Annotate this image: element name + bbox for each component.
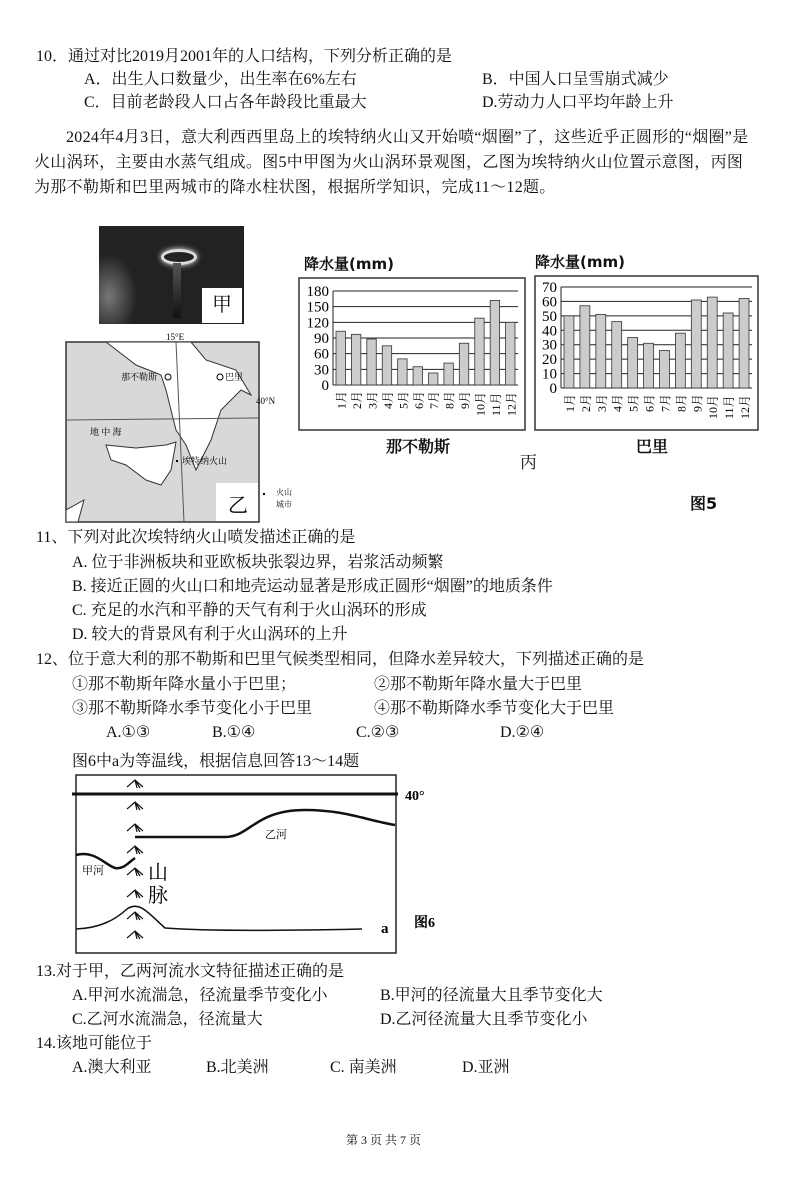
- lat-label: 40°N: [256, 396, 276, 406]
- q11-option-d: D. 较大的背景风有利于火山涡环的上升: [72, 626, 348, 643]
- bar-2月: [351, 334, 360, 385]
- map-bari: 巴里: [225, 372, 244, 382]
- x-tick-label: 5月: [396, 390, 411, 409]
- x-tick-label: 12月: [504, 391, 519, 416]
- q12-option-c: C.②③: [356, 724, 400, 741]
- fig5-caption: 图5: [690, 494, 718, 513]
- y-tick-label: 180: [306, 284, 329, 300]
- x-tick-label: 3月: [365, 390, 380, 409]
- x-tick-label: 11月: [488, 392, 503, 416]
- bar-1月: [564, 316, 574, 388]
- q12-statement-1: ①那不勒斯年降水量小于巴里；: [72, 676, 297, 693]
- legend-city: 城市: [276, 500, 292, 509]
- q11-option-b: B. 接近正圆的火山口和地壳运动显著是形成正圆形“烟圈”的地质条件: [72, 578, 553, 595]
- bar-2月: [580, 306, 590, 388]
- q10-stem: 10．通过对比2019月2001年的人口结构，下列分析正确的是: [36, 48, 453, 65]
- x-tick-label: 10月: [473, 391, 488, 416]
- y-tick-label: 10: [542, 366, 557, 383]
- x-tick-label: 4月: [380, 390, 395, 409]
- bar-6月: [413, 367, 422, 385]
- q13-option-a: A.甲河水流湍急，径流量季节变化小: [72, 987, 328, 1004]
- q10-option-a: A．出生人口数量少，出生率在6%左右: [84, 71, 357, 88]
- naples-ylabel: 降水量(mm): [304, 255, 394, 273]
- map-naples: 那不勒斯: [121, 372, 158, 382]
- fig6-caption: 图6: [414, 916, 435, 931]
- x-tick-label: 1月: [334, 390, 349, 409]
- q13-stem: 13.对于甲，乙两河流水文特征描述正确的是: [36, 963, 345, 980]
- x-tick-label: 11月: [722, 395, 737, 419]
- map-volcano: 埃特纳火山: [182, 456, 228, 466]
- y-tick-label: 50: [542, 308, 557, 325]
- naples-city-marker: [165, 374, 171, 380]
- y-tick-label: 40: [542, 323, 557, 340]
- q14-option-a: A.澳大利亚: [72, 1059, 152, 1076]
- y-tick-label: 20: [542, 352, 557, 369]
- y-tick-label: 0: [321, 378, 329, 394]
- y-tick-label: 0: [549, 381, 557, 397]
- x-tick-label: 4月: [610, 393, 625, 412]
- y-tick-label: 30: [314, 362, 329, 379]
- q12-option-a: A.①③: [106, 724, 151, 741]
- lon-label: 15°E: [166, 332, 185, 342]
- label-bing: 丙: [520, 453, 537, 473]
- naples-precip-chart: [298, 277, 526, 431]
- x-tick-label: 3月: [594, 393, 609, 412]
- label-yi: 乙: [228, 495, 248, 517]
- y-tick-label: 90: [314, 331, 329, 347]
- x-tick-label: 8月: [674, 393, 689, 412]
- bari-precip-chart: [534, 275, 759, 431]
- map-sea: 地 中 海: [90, 427, 122, 437]
- x-tick-label: 7月: [658, 393, 673, 412]
- bar-4月: [382, 346, 391, 385]
- shan-label: 山: [148, 862, 168, 884]
- q13-option-d: D.乙河径流量大且季节变化小: [380, 1011, 588, 1028]
- bar-8月: [675, 333, 685, 388]
- q11-option-c: C. 充足的水汽和平静的天气有利于火山涡环的形成: [72, 602, 427, 619]
- jia-river-label: 甲河: [82, 865, 104, 877]
- bari-city-marker: [217, 374, 223, 380]
- q14-stem: 14.该地可能位于: [36, 1035, 153, 1052]
- mai-label: 脉: [148, 885, 168, 907]
- bar-9月: [691, 300, 701, 388]
- bari-chart-title: 巴里: [636, 437, 669, 456]
- y-tick-label: 150: [306, 299, 329, 316]
- bar-12月: [506, 322, 515, 385]
- q12-option-d: D.②④: [500, 724, 545, 741]
- q12-statement-4: ④那不勒斯降水季节变化大于巴里: [374, 700, 615, 717]
- y-tick-label: 70: [542, 280, 557, 296]
- q10-option-d: D.劳动力人口平均年龄上升: [482, 94, 674, 111]
- x-tick-label: 9月: [690, 393, 705, 412]
- bari-ylabel: 降水量(mm): [535, 253, 625, 271]
- bar-12月: [739, 299, 749, 388]
- bar-9月: [459, 343, 468, 385]
- x-tick-label: 7月: [427, 390, 442, 409]
- bar-7月: [429, 373, 438, 385]
- bar-11月: [723, 313, 733, 388]
- q12-statement-2: ②那不勒斯年降水量大于巴里: [374, 676, 583, 693]
- q14-option-c: C. 南美洲: [330, 1059, 397, 1076]
- label-jia: 甲: [202, 288, 242, 323]
- x-tick-label: 6月: [642, 393, 657, 412]
- y-tick-label: 30: [542, 337, 557, 354]
- bar-4月: [612, 322, 622, 388]
- naples-chart-title: 那不勒斯: [386, 437, 451, 456]
- yi-river-label: 乙河: [265, 829, 287, 841]
- q14-option-d: D.亚洲: [462, 1059, 510, 1076]
- etna-location-map: [66, 330, 276, 525]
- q13-option-c: C.乙河水流湍急，径流量大: [72, 1011, 263, 1028]
- q12-stem: 12、位于意大利的那不勒斯和巴里气候类型相同，但降水差异较大，下列描述正确的是: [36, 651, 645, 668]
- y-tick-label: 120: [306, 315, 329, 332]
- volcano-marker: [176, 460, 178, 462]
- volcano-ring-photo: [99, 226, 244, 324]
- bar-6月: [644, 343, 654, 388]
- passage-intro: 2024年4月3日，意大利西西里岛上的埃特纳火山又开始喷“烟圈”了，这些近乎正圆形的“烟圈”是火山涡环，主要由水蒸气组成。图5中甲图为火山涡环景观图，乙图为埃特纳火山位置示意图，丙图为那不勒斯和巴里两城市的降水柱状图，根据所学知识，完成11～12题。: [34, 129, 749, 196]
- bar-8月: [444, 363, 453, 385]
- bar-5月: [628, 338, 638, 389]
- fig6-intro: 图6中a为等温线，根据信息回答13～14题: [72, 753, 360, 770]
- legend-volcano: 火山: [276, 488, 292, 497]
- bar-5月: [398, 359, 407, 385]
- bar-7月: [660, 350, 670, 388]
- bar-3月: [367, 339, 376, 385]
- q11-stem: 11、下列对此次埃特纳火山喷发描述正确的是: [36, 529, 356, 546]
- x-tick-label: 9月: [458, 390, 473, 409]
- bar-3月: [596, 314, 606, 388]
- q11-option-a: A. 位于非洲板块和亚欧板块张裂边界，岩浆活动频繁: [72, 554, 444, 571]
- bar-10月: [475, 318, 484, 385]
- x-tick-label: 6月: [411, 390, 426, 409]
- x-tick-label: 5月: [626, 393, 641, 412]
- y-tick-label: 60: [314, 346, 329, 363]
- isotherm-a-line: [76, 906, 362, 930]
- bar-10月: [707, 297, 717, 388]
- x-tick-label: 2月: [350, 390, 365, 409]
- q10-option-c: C．目前老龄段人口占各年龄段比重最大: [84, 94, 367, 111]
- q10-option-b: B．中国人口呈雪崩式减少: [482, 71, 669, 88]
- q13-option-b: B.甲河的径流量大且季节变化大: [380, 987, 603, 1004]
- isotherm-a-label: a: [381, 921, 389, 937]
- x-tick-label: 8月: [442, 390, 457, 409]
- bar-11月: [490, 300, 499, 385]
- x-tick-label: 10月: [706, 394, 721, 419]
- page-footer: 第 3 页 共 7 页: [346, 1133, 422, 1147]
- y-tick-label: 60: [542, 294, 557, 311]
- isotherm-diagram: [65, 770, 465, 960]
- q12-statement-3: ③那不勒斯降水季节变化小于巴里: [72, 700, 313, 717]
- q12-option-b: B.①④: [212, 724, 256, 741]
- q14-option-b: B.北美洲: [206, 1059, 269, 1076]
- lat-40-label: 40°: [405, 789, 425, 804]
- x-tick-label: 12月: [738, 394, 753, 419]
- bar-1月: [336, 331, 345, 385]
- x-tick-label: 2月: [578, 393, 593, 412]
- x-tick-label: 1月: [562, 393, 577, 412]
